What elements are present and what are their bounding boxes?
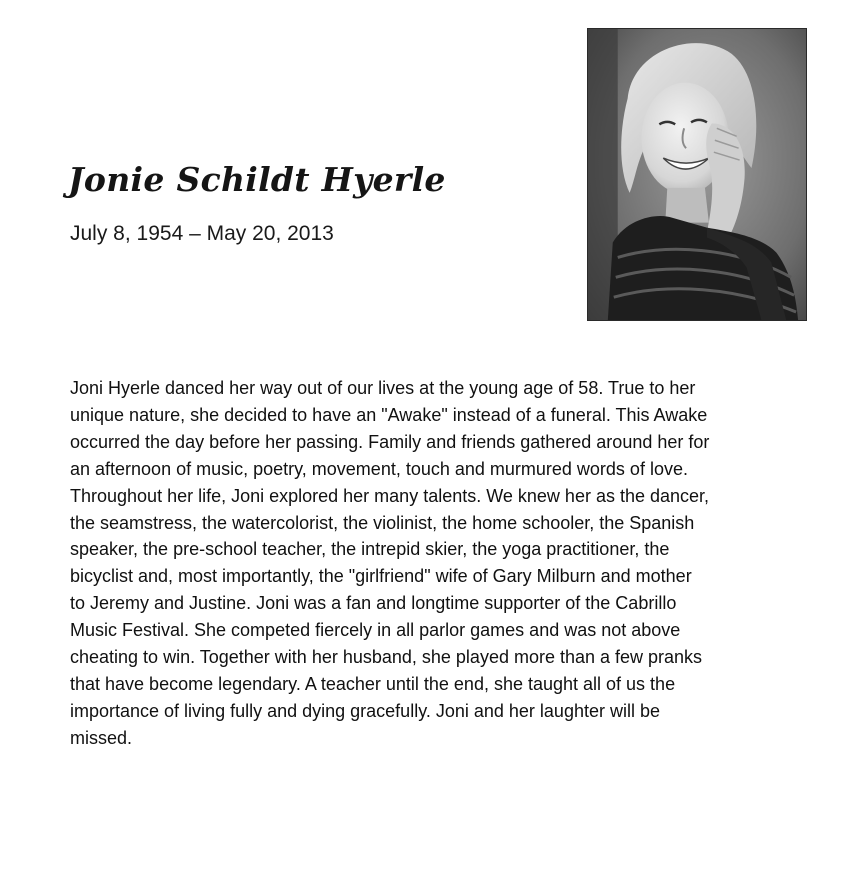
biography-text (70, 375, 790, 752)
biography-line: cheating to win. Together with her husband, she played more than a few pranks (70, 647, 703, 668)
biography-line: unique nature, she decided to have an "Awake" instead of a funeral. This Awake (70, 404, 708, 425)
portrait-photo (587, 28, 807, 321)
biography-line: speaker, the pre-school teacher, the intrepid skier, the yoga practitioner, the (70, 539, 670, 560)
biography-line: the seamstress, the watercolorist, the violinist, the home schooler, the Spanish (70, 512, 695, 533)
person-name: Jonie Schildt Hyerle (68, 160, 446, 199)
biography-line: Throughout her life, Joni explored her many talents. We knew her as the dancer, (70, 485, 710, 506)
biography-line: Music Festival. She competed fiercely in all parlor games and was not above (70, 620, 681, 641)
biography-line: missed. (70, 727, 133, 748)
life-dates: July 8, 1954 – May 20, 2013 (70, 222, 334, 245)
portrait-photo-icon (588, 29, 806, 320)
biography-line: to Jeremy and Justine. Joni was a fan and longtime supporter of the Cabrillo (70, 593, 677, 614)
biography-line: importance of living fully and dying gracefully. Joni and her laughter will be (70, 700, 660, 721)
biography-line: that have become legendary. A teacher until the end, she taught all of us the (70, 673, 676, 694)
biography-line: an afternoon of music, poetry, movement, touch and murmured words of love. (70, 458, 688, 479)
biography-line: bicyclist and, most importantly, the "girlfriend" wife of Gary Milburn and mother (70, 566, 692, 587)
biography-line: Joni Hyerle danced her way out of our lives at the young age of 58. True to her (70, 378, 696, 398)
biography-line: occurred the day before her passing. Family and friends gathered around her for (70, 431, 710, 452)
